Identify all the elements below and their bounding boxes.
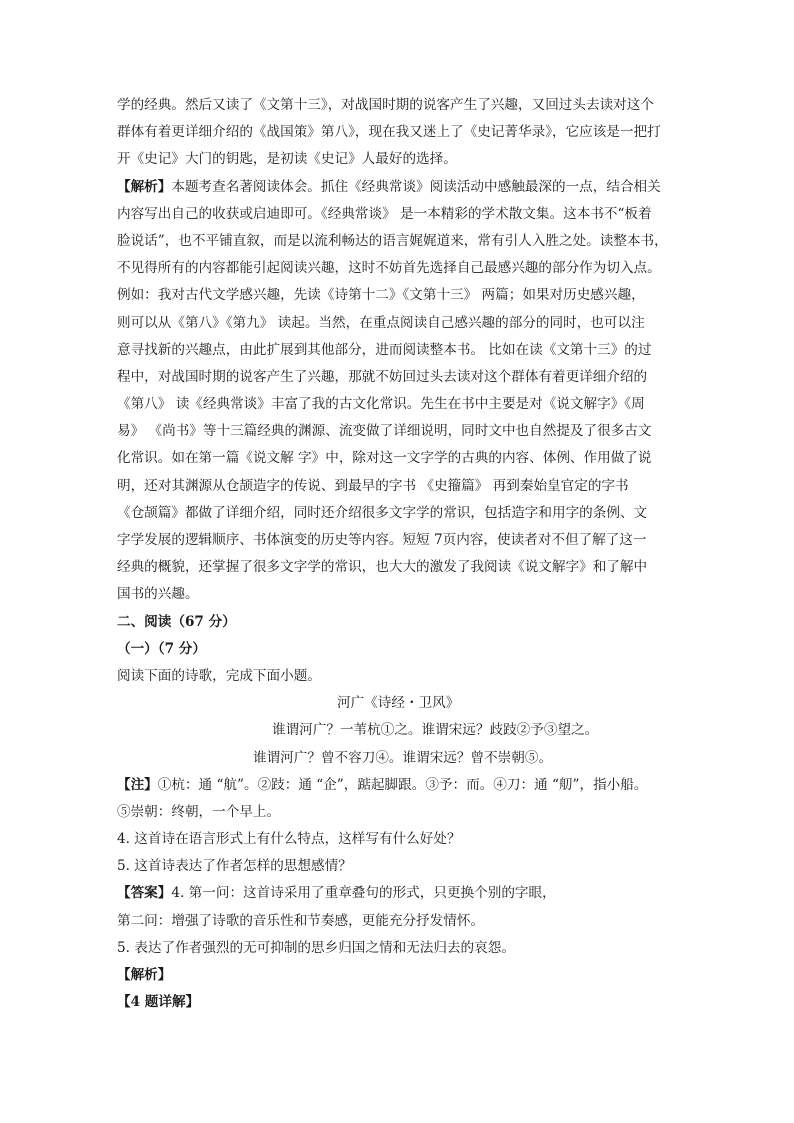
text-line: 则可以从《第八》《第九》 读起。当然，在重点阅读自己感兴趣的部分的同时，也可以注 [117, 314, 645, 331]
answer-text: 4. 第一问：这首诗采用了重章叠句的形式，只更换个别的字眼， [171, 885, 556, 902]
text-line: 学的经典。然后又读了《文第十三》，对战国时期的说客产生了兴趣，又回过头去读对这个 [117, 97, 654, 113]
answer-line: 5. 表达了作者强烈的无可抑制的思乡归国之情和无法归去的哀怨。 [117, 939, 515, 956]
text-line: 程中，对战国时期的说客产生了兴趣，那就不妨回过头去读对这个群体有着更详细介绍的 [117, 368, 648, 385]
note-line: ⑤崇朝：终朝，一个早上。 [117, 803, 281, 820]
text-line: 《仓颉篇》都做了详细介绍，同时还介绍很多文字学的常识，包括造字和用字的条例、文 [117, 504, 648, 521]
section-heading: 二、阅读（67 分） [117, 613, 236, 630]
text-line: 开《史记》大门的钥匙，是初读《史记》人最好的选择。 [117, 151, 457, 168]
poem-title: 河广《诗经・卫风》 [337, 695, 460, 712]
question-5: 5. 这首诗表达了作者怎样的思想感情？ [117, 858, 352, 875]
text-line: 不见得所有的内容都能引起阅读兴趣，这时不妨首先选择自己最感兴趣的部分作为切入点。 [117, 260, 661, 277]
analysis-tag: 【解析】 [117, 178, 172, 195]
answer-line [117, 880, 687, 907]
note-text: ①杭：通 “航”。②跂：通 “企”，踮起脚跟。③予：而。④刀：通 “舠”，指小船。 [157, 776, 648, 793]
subsection-heading: （一）（7 分） [117, 640, 206, 657]
analysis-text: 本题考查名著阅读体会。抓住《经典常谈》阅读活动中感触最深的一点，结合相关 [171, 178, 661, 195]
document-body [117, 92, 687, 1016]
text-line: 意寻找新的兴趣点，由此扩展到其他部分，进而阅读整本书。 比如在读《文第十三》的过 [117, 341, 652, 358]
poem-line: 谁谓河广？曾不容刀④。谁谓宋远？曾不崇朝⑤。 [253, 749, 553, 766]
text-line: 内容写出自己的收获或启迪即可。《经典常谈》 是一本精彩的学术散文集。这本书不“板着 [117, 205, 652, 222]
text-line: 经典的概貌，还掌握了很多文字学的常识，也大大的激发了我阅读《说文解字》和了解中 [117, 559, 648, 576]
analysis-line [117, 174, 687, 201]
text-line: 明，还对其渊源从仓颉造字的传说、到最早的字书 《史籀篇》 再到秦始皇官定的字书 [117, 477, 629, 494]
text-line: 《第八》 读《经典常谈》丰富了我的古文化常识。先生在书中主要是对《说文解字》《周 [117, 396, 645, 413]
note-tag: 【注】 [117, 776, 158, 793]
text-line: 国书的兴趣。 [117, 586, 199, 603]
answer-line: 第二问：增强了诗歌的音乐性和节奏感，更能充分抒发情怀。 [117, 912, 485, 929]
analysis-heading: 【解析】 [117, 967, 172, 983]
answer-tag: 【答案】 [117, 885, 172, 902]
text-line: 群体有着更详细介绍的《战国策》第八》，现在我又迷上了《史记菁华录》，它应该是一把打 [117, 124, 661, 141]
detail-heading: 【4 题详解】 [117, 994, 200, 1011]
text-line: 脸说话”，也不平铺直叙，而是以流利畅达的语言娓娓道来，常有引人入胜之处。读整本书， [117, 232, 668, 249]
text-line: 化常识。如在第一篇《说文解 字》中，除对这一文字学的古典的内容、体例、作用做了说 [117, 450, 652, 467]
text-line: 字学发展的逻辑顺序、书体演变的历史等内容。短短 7页内容，使读者对不但了解了这一 [117, 532, 647, 548]
question-4: 4. 这首诗在语言形式上有什么特点，这样写有什么好处？ [117, 831, 461, 848]
note-line [117, 772, 687, 799]
poem-line: 谁谓河广？一苇杭①之。谁谓宋远？歧跂②予③望之。 [272, 722, 599, 739]
text-line: 易》 《尚书》等十三篇经典的渊源、流变做了详细说明，同时文中也自然提及了很多古文 [117, 423, 652, 440]
text-line: 例如：我对古代文学感兴趣，先读《诗第十二》《文第十三》 两篇；如果对历史感兴趣， [117, 287, 645, 304]
instruction-text: 阅读下面的诗歌，完成下面小题。 [117, 667, 321, 684]
